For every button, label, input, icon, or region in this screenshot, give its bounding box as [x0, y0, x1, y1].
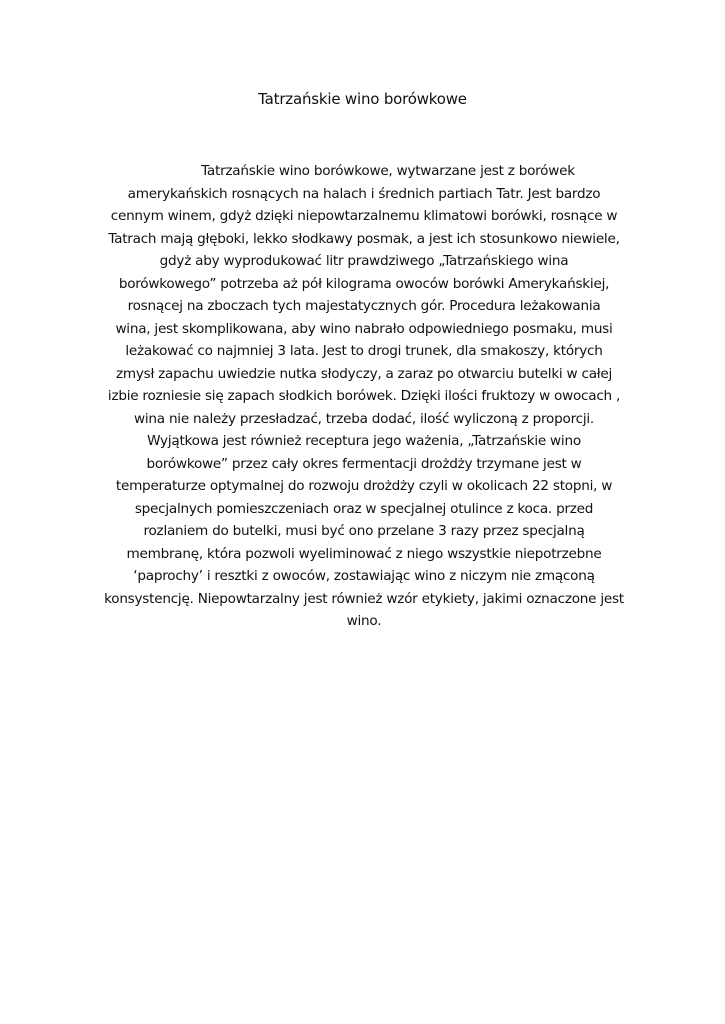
- body-line: leżakować co najmniej 3 lata. Jest to drogi trunek, dla smakoszy, których: [125, 343, 603, 359]
- body-line: borówkowego” potrzeba aż pół kilograma owoców borówki Amerykańskiej,: [118, 275, 610, 292]
- body-line: borówkowe” przez cały okres fermentacji drożdży trzymane jest w: [146, 455, 582, 472]
- document-body: [82, 160, 646, 633]
- body-line: Tatrzańskie wino borówkowe, wytwarzane jest z borówek: [201, 163, 575, 179]
- document-title: Tatrzańskie wino borówkowe: [258, 90, 467, 108]
- body-line: ‘paprochy’ i resztki z owoców, zostawiając wino z niczym nie zmąconą: [133, 568, 595, 584]
- body-line: gdyż aby wyprodukować litr prawdziwego „Tatrzańskiego wina: [159, 253, 569, 269]
- body-line: specjalnych pomieszczeniach oraz w specjalnej otulince z koca. przed: [134, 500, 594, 517]
- body-line: wina, jest skomplikowana, aby wino nabrało odpowiedniego posmaku, musi: [115, 320, 613, 337]
- body-line: Wyjątkowa jest również receptura jego ważenia, „Tatrzańskie wino: [147, 433, 581, 449]
- body-line: amerykańskich rosnących na halach i średnich partiach Tatr. Jest bardzo: [127, 185, 601, 202]
- body-line: Tatrach mają głęboki, lekko słodkawy posmak, a jest ich stosunkowo niewiele,: [108, 230, 620, 247]
- body-line: temperaturze optymalnej do rozwoju drożdży czyli w okolicach 22 stopni, w: [115, 478, 613, 494]
- body-line: wino.: [346, 613, 382, 629]
- body-line: konsystencję. Niepowtarzalny jest również wzór etykiety, jakimi oznaczone jest: [104, 590, 624, 607]
- body-line: rozlaniem do butelki, musi być ono przelane 3 razy przez specjalną: [143, 523, 585, 539]
- body-line: zmysł zapachu uwiedzie nutka słodyczy, a zaraz po otwarciu butelki w całej: [115, 365, 613, 382]
- body-line: izbie rozniesie się zapach słodkich borówek. Dzięki ilości fruktozy w owocach ,: [107, 388, 621, 404]
- body-line: membranę, która pozwoli wyeliminować z niego wszystkie niepotrzebne: [126, 545, 602, 562]
- body-line: rosnącej na zboczach tych majestatycznych gór. Procedura leżakowania: [127, 298, 601, 314]
- body-line: wina nie należy przesładzać, trzeba dodać, ilość wyliczoną z proporcji.: [134, 410, 594, 427]
- body-line: cennym winem, gdyż dzięki niepowtarzalnemu klimatowi borówki, rosnące w: [110, 208, 618, 224]
